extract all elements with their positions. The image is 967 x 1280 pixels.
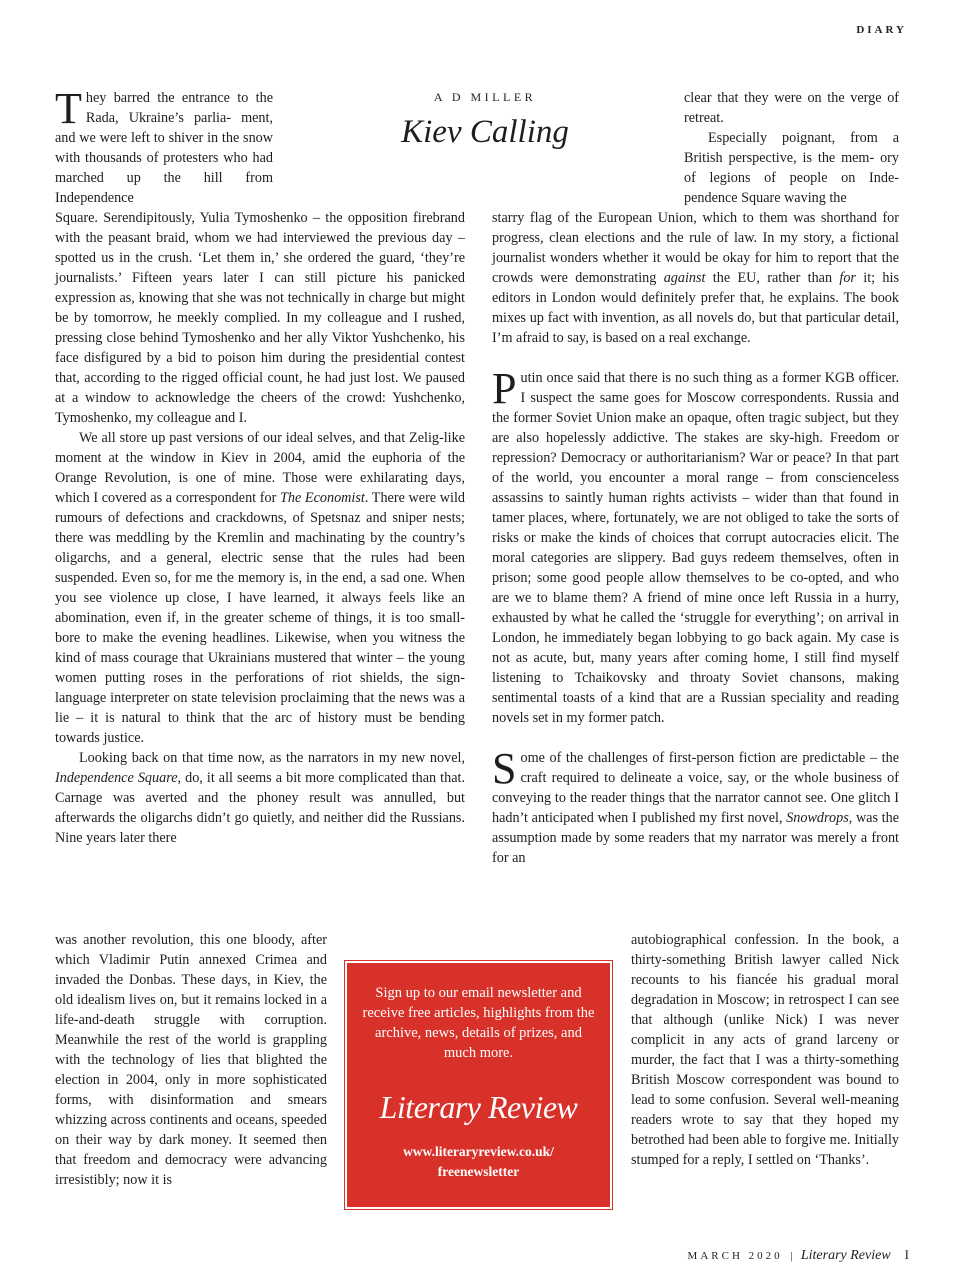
dropcap-t: T [55, 84, 82, 133]
newsletter-promo-box[interactable] [347, 963, 610, 1207]
footer-page-number: I [904, 1247, 909, 1262]
col3-top [684, 88, 899, 208]
col1-line: ment, and we were left to shiver [55, 110, 274, 146]
left-bottom-column: was another revolution, this one bloody, after which Vladimir Putin annexed Crimea and invaded the Donbas. These days, in Kiev, the old idealism lives on, but it remains locked in a life-and-death struggle with corruption. Meanwhile the rest of the world is grappling with the technology of lies that blighted the election in 2004, only in more sophisticated forms, with disinformation and smears whizzing across continents and oceans, speeded on their way by dark money. It seemed then that freedom and democracy were advancing irresistibly; now it is [55, 932, 327, 1188]
footer-issue-date: MARCH 2020 [687, 1250, 783, 1262]
newsletter-link[interactable]: www.literaryreview.co.uk/ freenewsletter [403, 1144, 554, 1179]
col3-line: clear that they were on the verge [684, 90, 882, 106]
section-label: DIARY [856, 24, 907, 36]
col3-line: ory of legions of people on Inde- [684, 150, 899, 186]
col1-line: protesters who had marched [55, 150, 274, 186]
right-column [492, 208, 899, 868]
left-paragraph-2: We all store up past versions of our ideal selves, and that Zelig-like moment at the window in Kiev in 2004, amid the euphoria of the Orange Revolution, is one of mine. Those were exhilarating days, which I covered as a correspondent for The Economist. There were wild rumours of defections and crackdowns, of Spetsnaz and sniper nests; there was meddling by the Kremlin and machinating by the country’s oligarchs, and a general, electric sense that the rules had been suspended. Even so, for me the memory is, in the end, a sad one. When you see violence up close, I have learned, it always feels like an abomination, even if, in the greater scheme of things, it is too small-bore to make the evening headlines. Likewise, when you witness the kind of mass courage that Ukrainians mustered that winter – the young women putting roses in the perforations of riot shields, the sign-language interpreter on state television proclaiming that the news was a lie – it is natural to think that the arc of history must be bending towards justice. [55, 430, 465, 746]
promo-text: Sign up to our email newsletter and receive free articles, highlights from the archive, news, details of prizes, and much more. [362, 985, 595, 1061]
article-byline: A D MILLER [433, 90, 537, 104]
col3-line: British perspective, is the mem- [684, 150, 875, 166]
col3-line: Especially poignant, from a [708, 130, 899, 146]
footer-magazine-name: Literary Review [800, 1248, 891, 1263]
col1-line: in the snow with thousands of [55, 130, 273, 166]
literary-review-logo: Literary Review [379, 1089, 578, 1125]
page-footer [688, 1247, 909, 1264]
left-column [55, 208, 465, 848]
col1-line: hey barred the entrance to [85, 90, 249, 106]
col1-top [55, 84, 274, 208]
left-paragraph-1: Square. Serendipitously, Yulia Tymoshenko – the opposition firebrand with the peasant braid, whom we had interviewed the previous day – spotted us in the crush. ‘Let them in,’ she ordered the guard, ‘they’re journalists.’ Fifteen years later I can still picture his panicked expression as, knowing that she was not technically in charge but might be by tomorrow, he meekly complied. In my colleague and I rushed, pressing close behind Tymoshenko and her ally Viktor Yushchenko, his face disfigured by a bid to poison him during the presidential contest that, according to the rigged official count, he had just lost. We paused at a window to acknowledge the cheers of the crowd: Yushchenko, Tymoshenko, my colleague and I. [55, 210, 465, 426]
right-bottom-column: autobiographical confession. In the book, a thirty-something British lawyer called Nick recounts to his fiancée his gradual moral degradation in Moscow; in retrospect I can see that although (unlike Nick) I was never complicit in any acts of grand larceny or murder, the fact that I was a thirty-something British Moscow correspondent was bound to lead to some confusion. Several well-meaning readers wrote to say that they hoped my betrothed had been able to forgive me. Initially stumped for a reply, I settled on ‘Thanks’. [631, 932, 899, 1168]
right-paragraph-2: Putin once said that there is no such thing as a former KGB officer. I suspect the same goes for Moscow correspondents. Russia and the former Soviet Union make an opaque, often tragic subject, but they are also hopelessly addictive. The stakes are sky-high. Freedom or repression? Democracy or authoritarianism? War or peace? In that part of the world, you encounter a moral range – from conscienceless assassins to saintly human rights activists – wider than that found in tamer places, where, fortunately, we are not obliged to take the sorts of risks or make the kinds of choices that corrupt autocracies elicit. The moral categories are slippery. Bad guys redeem themselves, often in prison; some good people allow themselves to be co-opted, and who are we to blame them? A friend of mine once left Russia in a hurry, exhausted by what he called the ‘struggle for everything’; on arrival in London, he immediately began lobbying to go back again. My case is not as acute, but, many years after coming home, I still find myself listening to Tchaikovsky and throaty Soviet chansons, making sentimental toasts of a kind that are a Russian speciality and reading novels set in my former patch. [492, 364, 899, 726]
footer-separator: | [790, 1250, 793, 1262]
dropcap-s: S [492, 744, 517, 793]
right-paragraph-1: starry flag of the European Union, which to them was shorthand for progress, clean elections and the rule of law. In my story, a fictional journalist wonders whether it would be okay for him to report that the crowds were demonstrating against the EU, rather than for it; his editors in London would definitely prefer that, he explains. The book mixes up fact with invention, as all novels do, but that particular detail, I’m afraid to say, is based on a real exchange. [492, 210, 899, 346]
dropcap-p: P [492, 364, 517, 413]
col1-line: the Rada, Ukraine’s parlia- [85, 90, 273, 126]
col3-line: of retreat. [684, 90, 900, 126]
article-title: Kiev Calling [401, 114, 569, 150]
right-paragraph-3: Some of the challenges of first-person fiction are predictable – the craft required to delineate a voice, say, or the whole business of conveying to the reader things that the narrator cannot see. One glitch I hadn’t anticipated when I published my first novel, Snowdrops, was the assumption made by some readers that my narrator was merely a front for an [492, 744, 899, 866]
left-paragraph-3: Looking back on that time now, as the narrators in my new novel, Independence Square, do, it all seems a bit more complicated than that. Carnage was averted and the phoney result was annulled, but afterwards the oligarchs didn’t go quietly, and neither did the Russians. Nine years later there [55, 750, 465, 846]
col3-line: pendence Square waving the [684, 190, 847, 206]
col1-line: up the hill from Independence [55, 170, 273, 206]
